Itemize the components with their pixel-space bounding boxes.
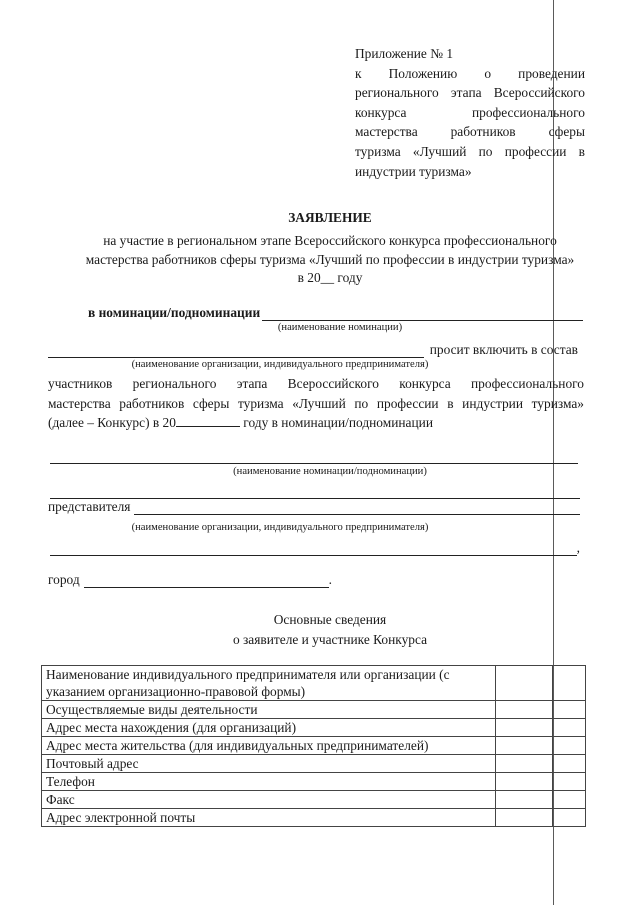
table-cell-label: Осуществляемые виды деятельности bbox=[42, 701, 496, 719]
table-cell-value[interactable] bbox=[553, 791, 586, 809]
document-subtitle bbox=[40, 232, 620, 288]
table-cell-label: Адрес места нахождения (для организаций) bbox=[42, 719, 496, 737]
nomination-field bbox=[88, 304, 583, 321]
request-paragraph bbox=[48, 374, 584, 433]
comma-mark: , bbox=[576, 540, 580, 555]
table-row bbox=[42, 719, 586, 737]
representative-caption: (наименование организации, индивидуального предпринимателя) bbox=[131, 522, 429, 533]
representative-label: представителя bbox=[48, 499, 131, 514]
representative-field bbox=[48, 499, 580, 515]
body-line: участников регионального этапа Всероссийского конкурса профессионального bbox=[48, 376, 584, 391]
info-heading-line: о заявителе и участнике Конкурса bbox=[232, 631, 428, 647]
table-cell-value[interactable] bbox=[553, 737, 586, 755]
subtitle-line: на участие в региональном этапе Всероссийского конкурса профессионального bbox=[103, 233, 557, 248]
organization-blank[interactable] bbox=[48, 343, 424, 358]
table-cell-value[interactable] bbox=[496, 773, 553, 791]
table-cell-label: Телефон bbox=[42, 773, 496, 791]
table-row bbox=[42, 701, 586, 719]
year-blank[interactable] bbox=[176, 414, 240, 427]
table-cell-value[interactable] bbox=[496, 809, 553, 827]
annex-line: туризма «Лучший по профессии в bbox=[355, 143, 585, 159]
applicant-info-table bbox=[41, 665, 586, 827]
table-row bbox=[42, 666, 586, 701]
table-row bbox=[42, 809, 586, 827]
table-row bbox=[42, 791, 586, 809]
table-cell-value[interactable] bbox=[496, 666, 553, 701]
info-heading bbox=[40, 610, 620, 649]
body-line-part: году в номинации/подноминации bbox=[239, 415, 433, 431]
table-cell-label: Адрес места жительства (для индивидуальных предпринимателей) bbox=[42, 737, 496, 755]
annex-line: мастерства работников сферы bbox=[355, 124, 585, 140]
table-row bbox=[42, 755, 586, 773]
annex-line: Приложение № 1 bbox=[355, 46, 454, 61]
table-cell-value[interactable] bbox=[496, 701, 553, 719]
annex-reference bbox=[355, 44, 585, 181]
subtitle-line: в 20__ году bbox=[297, 270, 363, 285]
subtitle-line: мастерства работников сферы туризма «Лучший по профессии в индустрии туризма» bbox=[85, 251, 575, 267]
nomination-label: в номинации/подноминации bbox=[88, 305, 261, 320]
annex-line: конкурса профессионального bbox=[355, 104, 585, 120]
annex-line: индустрии туризма» bbox=[355, 163, 472, 179]
annex-line: к Положению о проведении bbox=[355, 65, 585, 81]
table-cell-value[interactable] bbox=[496, 791, 553, 809]
table-cell-value[interactable] bbox=[553, 719, 586, 737]
organization-caption: (наименование организации, индивидуального предпринимателя) bbox=[131, 359, 429, 370]
body-line-part: (далее – Конкурс) в 20 bbox=[48, 415, 176, 431]
annex-line: регионального этапа Всероссийского bbox=[355, 85, 585, 101]
city-dot: . bbox=[328, 572, 333, 587]
table-cell-value[interactable] bbox=[553, 666, 586, 701]
representative-continuation bbox=[50, 540, 580, 556]
city-field bbox=[48, 572, 332, 588]
body-line: мастерства работников сферы туризма «Лучший по профессии в индустрии туризма» bbox=[48, 395, 584, 411]
body-line bbox=[48, 413, 584, 433]
nomination2-caption: (наименование номинации/подноминации) bbox=[233, 466, 427, 477]
info-heading-line: Основные сведения bbox=[273, 612, 387, 627]
table-cell-value[interactable] bbox=[553, 701, 586, 719]
table-cell-label: Почтовый адрес bbox=[42, 755, 496, 773]
table-cell-value[interactable] bbox=[553, 773, 586, 791]
organization-request-field bbox=[48, 342, 578, 358]
nomination2-blank[interactable] bbox=[50, 463, 578, 464]
request-suffix: просит включить в состав bbox=[429, 342, 578, 357]
nomination-blank[interactable] bbox=[262, 304, 583, 321]
table-row bbox=[42, 737, 586, 755]
table-row bbox=[42, 773, 586, 791]
table-cell-value[interactable] bbox=[496, 719, 553, 737]
city-blank[interactable] bbox=[84, 573, 329, 588]
table-cell-value[interactable] bbox=[496, 737, 553, 755]
table-cell-value[interactable] bbox=[553, 755, 586, 773]
document-title: ЗАЯВЛЕНИЕ bbox=[288, 210, 372, 225]
representative-blank[interactable] bbox=[134, 500, 580, 515]
table-cell-value[interactable] bbox=[496, 755, 553, 773]
table-cell-label: Адрес электронной почты bbox=[42, 809, 496, 827]
table-cell-value[interactable] bbox=[553, 809, 586, 827]
table-cell-label: Факс bbox=[42, 791, 496, 809]
nomination-caption: (наименование номинации) bbox=[277, 322, 403, 333]
city-label: город bbox=[48, 572, 80, 587]
table-cell-label: Наименование индивидуального предпринимателя или организации (с указанием организационно-правовой формы) bbox=[42, 666, 496, 701]
continuation-blank[interactable] bbox=[50, 541, 577, 556]
